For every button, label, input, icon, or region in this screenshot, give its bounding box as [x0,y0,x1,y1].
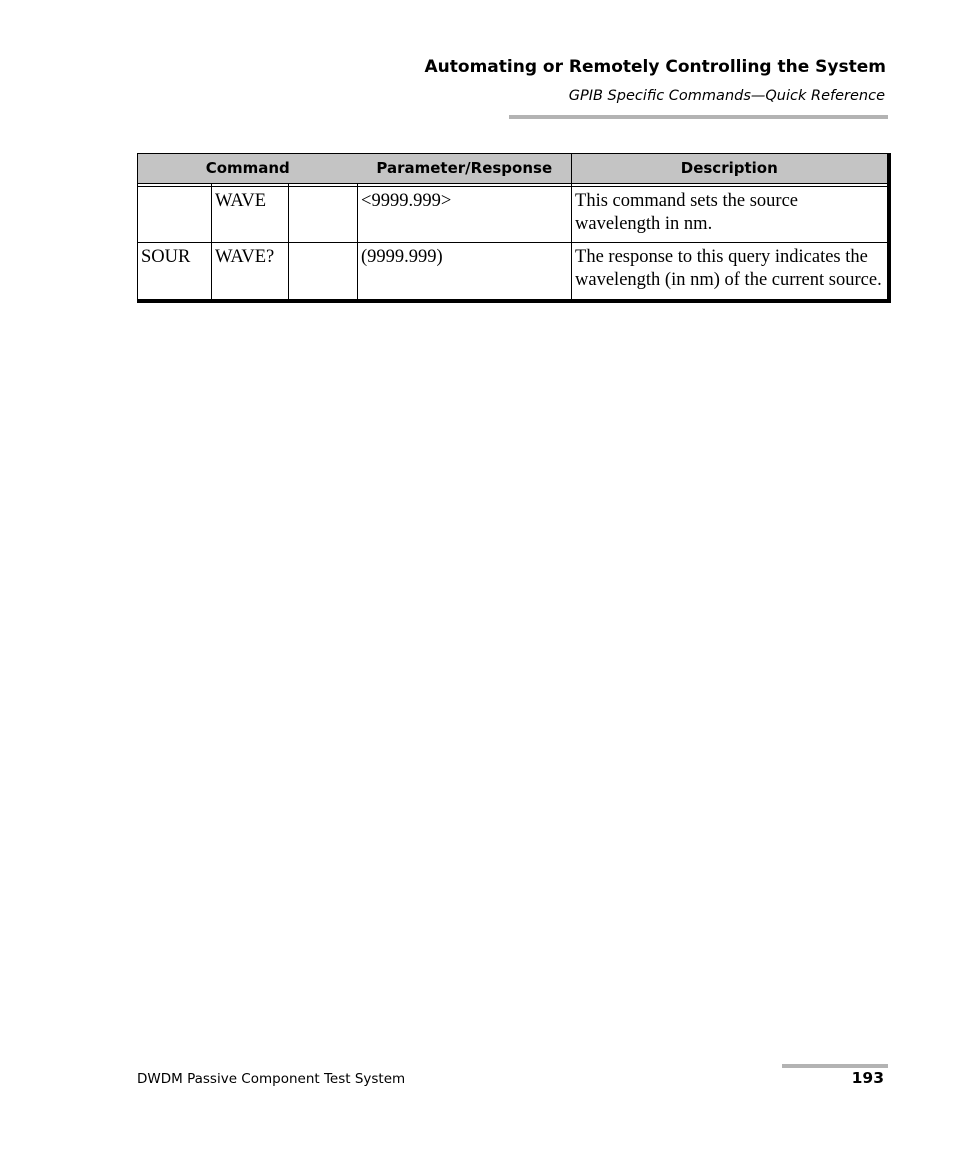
command-cell [289,187,358,243]
parameter-cell: (9999.999) [358,243,572,302]
footer-divider [782,1064,888,1068]
description-cell: This command sets the source wavelength in nm. [572,187,889,243]
page-number: 193 [851,1069,884,1087]
footer-document-title: DWDM Passive Component Test System [137,1071,406,1087]
table-header-row [138,154,889,184]
command-table [137,153,891,303]
command-cell: SOUR [138,243,212,302]
column-header-parameter: Parameter/Response [358,154,572,184]
command-cell: WAVE [212,187,289,243]
command-cell [289,243,358,302]
header-divider [509,115,888,119]
page-header-subtitle: GPIB Specific Commands—Quick Reference [568,88,885,104]
command-cell: WAVE? [212,243,289,302]
description-cell: The response to this query indicates the wavelength (in nm) of the current source. [572,243,889,302]
table-row [138,187,889,243]
page-header-title: Automating or Remotely Controlling the System [424,57,886,77]
parameter-cell: <9999.999> [358,187,572,243]
column-header-command: Command [138,154,358,184]
column-header-description: Description [572,154,889,184]
command-cell [138,187,212,243]
table-row [138,243,889,302]
